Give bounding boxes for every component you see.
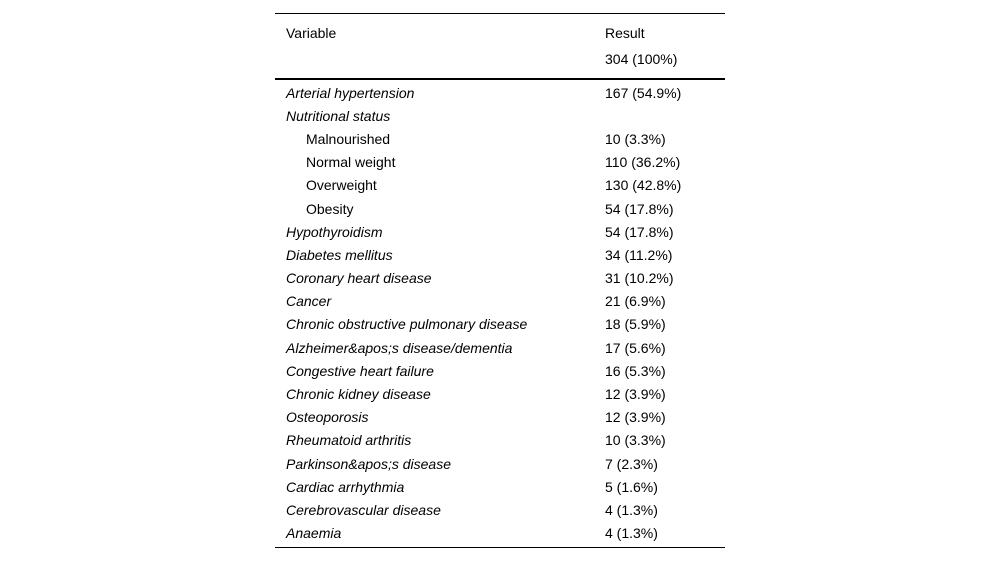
table-row [275,336,725,359]
table-row [275,267,725,290]
table-row [275,127,725,150]
row-value: 7 (2.3%) [605,455,658,472]
table-row [275,174,725,197]
table-row [275,220,725,243]
table-row [275,104,725,127]
row-label: Normal weight [306,154,396,171]
row-label: Chronic obstructive pulmonary disease [286,316,528,333]
table-body [275,80,725,547]
row-label: Malnourished [306,130,391,147]
row-value: 110 (36.2%) [605,154,681,171]
row-value: 54 (17.8%) [605,223,674,240]
table-row [275,475,725,498]
table-row [275,406,725,429]
header-variable-label: Variable [286,25,337,41]
row-label: Nutritional status [286,107,391,124]
row-value: 34 (11.2%) [605,246,673,263]
row-label: Cardiac arrhythmia [286,478,405,495]
row-label: Anaemia [286,525,342,542]
row-label: Osteoporosis [286,409,369,426]
row-label: Arterial hypertension [286,84,415,101]
row-label: Overweight [306,177,377,194]
row-value: 17 (5.6%) [605,339,666,356]
row-label: Parkinson&apos;s disease [286,455,451,472]
table-row [275,243,725,266]
row-value: 4 (1.3%) [605,525,658,542]
header-total-value: 304 (100%) [605,51,678,67]
table-row [275,498,725,521]
row-value: 167 (54.9%) [605,84,682,101]
row-label: Obesity [306,200,354,217]
row-value: 130 (42.8%) [605,177,682,194]
table-row [275,151,725,174]
row-label: Rheumatoid arthritis [286,432,412,449]
header-result-col [594,20,725,72]
row-label: Coronary heart disease [286,270,432,287]
row-value: 18 (5.9%) [605,316,666,333]
header-variable-col [275,20,594,72]
table-row [275,452,725,475]
row-value: 21 (6.9%) [605,293,666,310]
table-row [275,290,725,313]
row-value: 10 (3.3%) [605,432,666,449]
table-row [275,429,725,452]
table-row [275,197,725,220]
table-row [275,382,725,405]
table-row [275,522,725,545]
row-label: Hypothyroidism [286,223,383,240]
row-value: 31 (10.2%) [605,270,674,287]
results-table [275,13,725,548]
row-value: 12 (3.9%) [605,409,666,426]
row-value: 16 (5.3%) [605,362,666,379]
row-value: 12 (3.9%) [605,386,666,403]
row-label: Cerebrovascular disease [286,501,441,518]
row-label: Chronic kidney disease [286,386,431,403]
row-value: 5 (1.6%) [605,478,658,495]
table-row [275,313,725,336]
row-value: 54 (17.8%) [605,200,674,217]
row-label: Diabetes mellitus [286,246,393,263]
row-value: 4 (1.3%) [605,501,658,518]
header-result-label: Result [605,25,645,41]
table-row [275,81,725,104]
table-header [275,14,725,80]
row-label: Alzheimer&apos;s disease/dementia [286,339,513,356]
row-value: 10 (3.3%) [605,130,666,147]
table-row [275,359,725,382]
row-label: Congestive heart failure [286,362,434,379]
row-label: Cancer [286,293,332,310]
